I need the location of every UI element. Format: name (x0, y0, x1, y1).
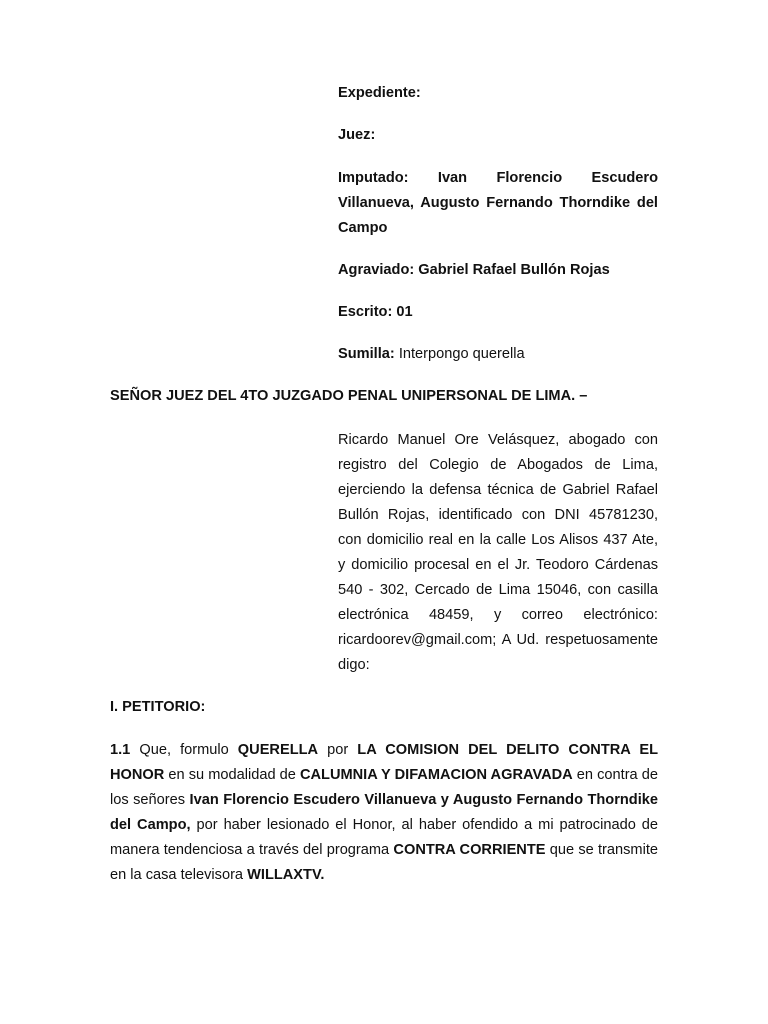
petitorio-text: por haber lesionado el Honor, al haber ofendido a mi patrocinado de manera tendenciosa a través del programa (110, 817, 658, 858)
petitorio-text: en su modalidad de (164, 767, 300, 783)
escrito-value: 01 (396, 304, 413, 320)
sumilla-field (338, 346, 525, 362)
petitorio-paragraph (110, 738, 658, 888)
petitorio-bold: LA COMISION DEL DELITO CONTRA EL HONOR (110, 742, 659, 783)
petitorio-bold: Ivan Florencio Escudero Villanueva y Augusto Fernando Thorndike del Campo, (110, 792, 659, 833)
agraviado-label: Agraviado: (338, 262, 415, 278)
petitorio-text: por (318, 742, 358, 758)
escrito-label: Escrito: (338, 304, 393, 320)
imputado-field (338, 166, 658, 241)
expediente-label: Expediente: (338, 85, 421, 101)
petitorio-text: que se transmite en la casa televisora (110, 842, 658, 883)
addressee: SEÑOR JUEZ DEL 4TO JUZGADO PENAL UNIPERSONAL DE LIMA. – (110, 388, 588, 404)
petitorio-number: 1.1 (110, 742, 131, 758)
sumilla-label: Sumilla: (338, 346, 395, 362)
petitorio-bold: WILLAXTV. (247, 867, 325, 883)
escrito-field (338, 304, 413, 320)
imputado-label: Imputado: (338, 170, 409, 186)
petitorio-bold: QUERELLA (237, 742, 319, 758)
petitorio-bold: CALUMNIA Y DIFAMACION AGRAVADA (299, 767, 573, 783)
agraviado-field (338, 262, 610, 278)
petitorio-text: Que, formulo (130, 742, 238, 758)
imputado-value: Ivan Florencio Escudero Villanueva, Augusto Fernando Thorndike del Campo (338, 170, 658, 236)
intro-paragraph: Ricardo Manuel Ore Velásquez, abogado con registro del Colegio de Abogados de Lima, ejerciendo la defensa técnica de Gabriel Rafael Bullón Rojas, identificado con DNI 45781230, con domicilio real en la calle Los Alisos 437 Ate, y domicilio procesal en el Jr. Teodoro Cárdenas 540 - 302, Cercado de Lima 15046, con casilla electrónica 48459, y correo electrónico: ricardoorev@gmail.com; A Ud. respetuosamente digo: (338, 432, 658, 673)
section-title: I. PETITORIO: (110, 699, 206, 715)
sumilla-value: Interpongo querella (398, 346, 525, 362)
petitorio-bold: CONTRA CORRIENTE (393, 842, 546, 858)
agraviado-value: Gabriel Rafael Bullón Rojas (418, 262, 610, 278)
juez-label: Juez: (338, 127, 376, 143)
petitorio-text: en contra de los señores (110, 767, 658, 808)
